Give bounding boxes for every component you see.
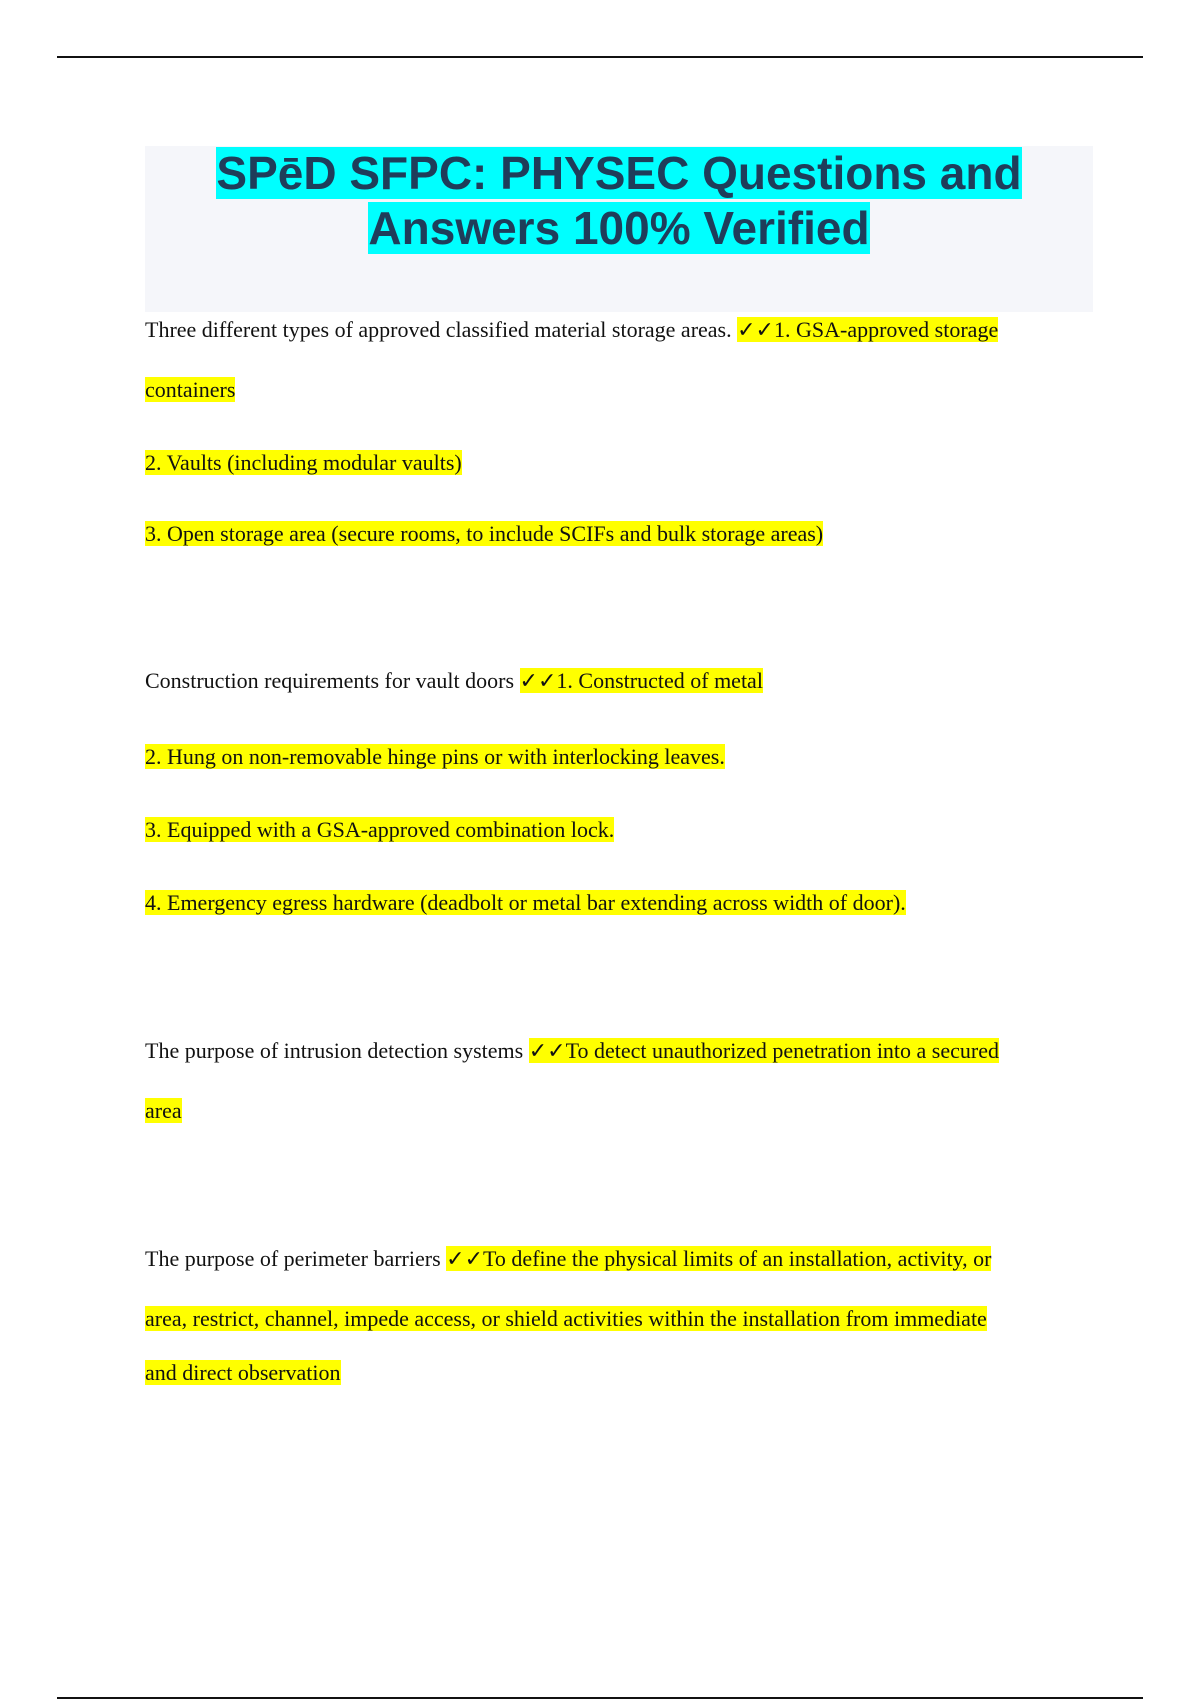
qa-1-answer-start bbox=[737, 317, 998, 342]
qa-3-question: The purpose of intrusion detection systems bbox=[145, 1038, 524, 1063]
double-check-icon: ✓✓ bbox=[446, 1247, 484, 1272]
qa-1-line-2 bbox=[145, 375, 235, 405]
page-title bbox=[145, 146, 1093, 256]
qa-4-answer-line-1: To define the physical limits of an installation, activity, or bbox=[483, 1246, 992, 1271]
top-rule bbox=[57, 56, 1143, 58]
qa-3-answer-line-1: To detect unauthorized penetration into a secured bbox=[565, 1038, 999, 1063]
qa-2-answer-line-2: 2. Hung on non-removable hinge pins or with interlocking leaves. bbox=[145, 744, 725, 769]
qa-4-answer-start bbox=[446, 1246, 991, 1271]
qa-1-line-4 bbox=[145, 519, 823, 549]
title-line-2: Answers 100% Verified bbox=[368, 202, 870, 254]
qa-2-line-1 bbox=[145, 666, 763, 697]
qa-3-line-1 bbox=[145, 1036, 999, 1067]
title-line-1: SPēD SFPC: PHYSEC Questions and bbox=[216, 147, 1022, 199]
double-check-icon: ✓✓ bbox=[528, 1039, 566, 1064]
qa-2-answer-line-3: 3. Equipped with a GSA-approved combination lock. bbox=[145, 817, 615, 842]
qa-2-answer-line-1: 1. Constructed of metal bbox=[556, 668, 763, 693]
qa-2-answer-start bbox=[520, 668, 763, 693]
qa-4-answer-line-3: and direct observation bbox=[145, 1360, 341, 1385]
qa-3-answer-start bbox=[529, 1038, 999, 1063]
qa-2-line-3 bbox=[145, 815, 614, 845]
qa-1-line-3 bbox=[145, 448, 462, 478]
qa-2-answer-line-4: 4. Emergency egress hardware (deadbolt or metal bar extending across width of door). bbox=[145, 890, 906, 915]
qa-1-answer-line-1: 1. GSA-approved storage bbox=[773, 317, 999, 342]
qa-2-line-2 bbox=[145, 742, 725, 772]
qa-4-question: The purpose of perimeter barriers bbox=[145, 1246, 441, 1271]
double-check-icon: ✓✓ bbox=[519, 669, 557, 694]
qa-4-line-1 bbox=[145, 1244, 991, 1275]
qa-3-answer-line-2: area bbox=[145, 1098, 182, 1123]
qa-4-line-2 bbox=[145, 1304, 987, 1334]
double-check-icon: ✓✓ bbox=[737, 318, 774, 343]
qa-3-line-2 bbox=[145, 1096, 182, 1126]
qa-4-answer-line-2: area, restrict, channel, impede access, or shield activities within the installation from immediate bbox=[145, 1306, 987, 1331]
bottom-rule bbox=[57, 1697, 1143, 1699]
qa-1-question: Three different types of approved classified material storage areas. bbox=[145, 317, 732, 342]
qa-1-answer-line-4: 3. Open storage area (secure rooms, to include SCIFs and bulk storage areas) bbox=[145, 521, 824, 546]
qa-2-question: Construction requirements for vault doors bbox=[145, 668, 515, 693]
qa-1-line-1 bbox=[145, 315, 998, 346]
qa-1-answer-line-3: 2. Vaults (including modular vaults) bbox=[145, 450, 462, 475]
qa-4-line-3 bbox=[145, 1358, 341, 1388]
qa-1-answer-line-2: containers bbox=[145, 377, 236, 402]
qa-2-line-4 bbox=[145, 888, 906, 918]
